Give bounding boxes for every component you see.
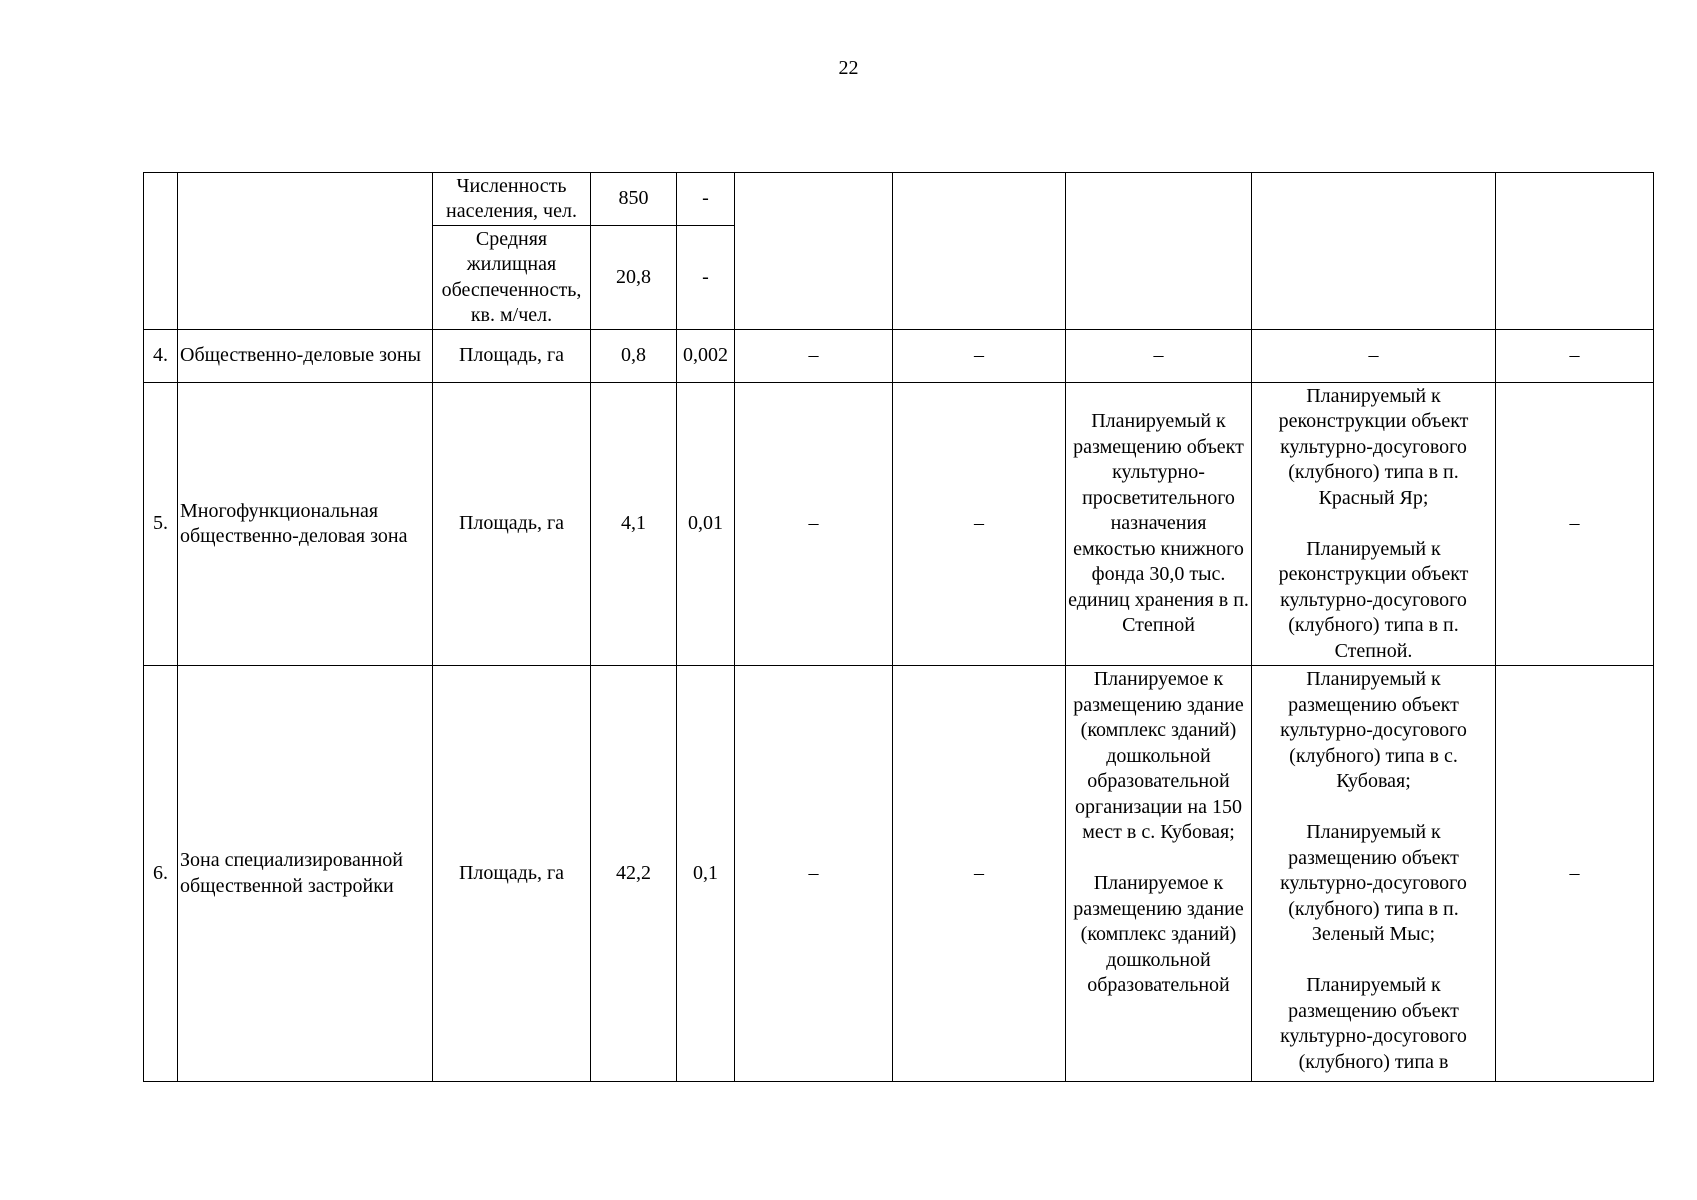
- list-item: Планируемое к размещению здание (комплекс зданий) дошкольной образовательной организации на 150 мест в с. Кубовая;: [1073, 668, 1244, 843]
- empty-cell: [1496, 173, 1654, 330]
- list-item: Планируемый к реконструкции объект культурно-досугового (клубного) типа в п. Красный Яр;: [1278, 384, 1469, 509]
- empty-cell: [735, 173, 893, 330]
- table-row: [144, 383, 1654, 666]
- dash-cell: –: [893, 330, 1066, 383]
- list-item: Планируемый к размещению объект культурно-досугового (клубного) типа в п. Зеленый Мыс;: [1280, 821, 1467, 945]
- row-number: 4.: [144, 330, 178, 383]
- zone-name: Зона специализированной общественной застройки: [178, 666, 433, 1082]
- list-item: Планируемое к размещению здание (комплекс зданий) дошкольной образовательной: [1073, 872, 1244, 996]
- list-item: Планируемый к размещению объект культурно-досугового (клубного) типа в: [1280, 974, 1467, 1073]
- table-row: [144, 330, 1654, 383]
- value-cell: 0,8: [591, 330, 677, 383]
- zone-name: Общественно-деловые зоны: [178, 330, 433, 383]
- empty-cell: [144, 173, 178, 330]
- empty-cell: [893, 173, 1066, 330]
- value-cell: 42,2: [591, 666, 677, 1082]
- value-cell: 4,1: [591, 383, 677, 666]
- planned-kindergarten-objects: [1066, 666, 1252, 1082]
- page-number: 22: [838, 57, 859, 79]
- dash-cell: –: [1496, 666, 1654, 1082]
- zones-table: [143, 172, 1654, 1082]
- dash-cell: –: [735, 330, 893, 383]
- share-cell: 0,1: [677, 666, 735, 1082]
- indicator-cell: Площадь, га: [433, 383, 591, 666]
- dash-cell: –: [1496, 330, 1654, 383]
- dash-cell: –: [893, 383, 1066, 666]
- indicator-cell: Численность населения, чел.: [433, 173, 591, 226]
- planned-culture-object: Планируемый к размещению объект культурно-просветительного назначения емкостью книжного фонда 30,0 тыс. единиц хранения в п. Степной: [1066, 383, 1252, 666]
- value-cell: 850: [591, 173, 677, 226]
- dash-cell: –: [1252, 330, 1496, 383]
- indicator-cell: Площадь, га: [433, 330, 591, 383]
- empty-cell: [1252, 173, 1496, 330]
- list-item: Планируемый к реконструкции объект культурно-досугового (клубного) типа в п. Степной.: [1278, 537, 1469, 662]
- indicator-cell: Площадь, га: [433, 666, 591, 1082]
- dash-cell: –: [1496, 383, 1654, 666]
- share-cell: -: [677, 173, 735, 226]
- dash-cell: –: [735, 383, 893, 666]
- value-cell: 20,8: [591, 226, 677, 330]
- indicator-cell: Средняя жилищная обеспеченность, кв. м/чел.: [433, 226, 591, 330]
- share-cell: 0,002: [677, 330, 735, 383]
- table-row: [144, 666, 1654, 1082]
- zone-name: Многофункциональная общественно-деловая зона: [178, 383, 433, 666]
- empty-cell: [178, 173, 433, 330]
- planned-club-objects: [1252, 666, 1496, 1082]
- dash-cell: –: [1066, 330, 1252, 383]
- dash-cell: –: [735, 666, 893, 1082]
- row-number: 6.: [144, 666, 178, 1082]
- share-cell: -: [677, 226, 735, 330]
- row-number: 5.: [144, 383, 178, 666]
- list-item: Планируемый к размещению объект культурно-досугового (клубного) типа в с. Кубовая;: [1280, 668, 1467, 792]
- table-row: [144, 173, 1654, 226]
- empty-cell: [1066, 173, 1252, 330]
- dash-cell: –: [893, 666, 1066, 1082]
- planned-club-objects: [1252, 383, 1496, 666]
- share-cell: 0,01: [677, 383, 735, 666]
